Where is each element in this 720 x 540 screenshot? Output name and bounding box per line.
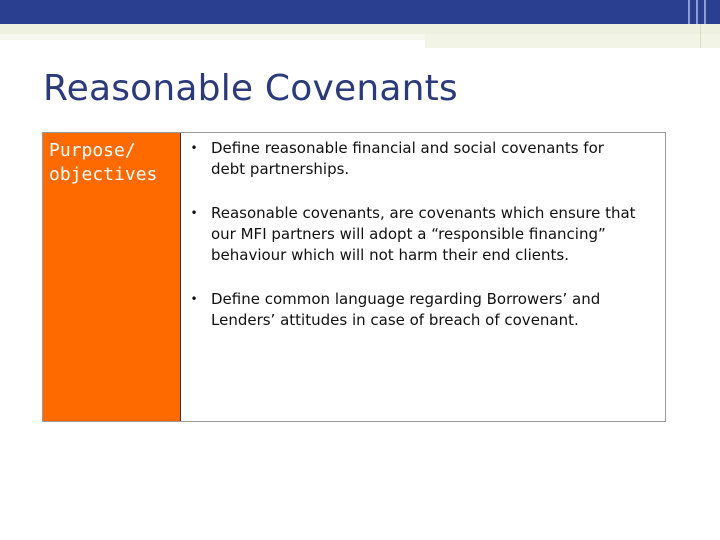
bullet-text: Define common language regarding Borrowers’ and Lenders’ attitudes in case of breach of covenant. (211, 290, 601, 329)
top-decorative-band-light (0, 24, 720, 34)
slide-title: Reasonable Covenants (43, 68, 458, 109)
content-table (42, 132, 666, 422)
top-decorative-band-accent (425, 34, 720, 48)
bullet-text: Reasonable covenants, are covenants which ensure that our MFI partners will adopt a “responsible financing” behaviour which will not harm their end clients. (211, 204, 636, 264)
bullet-item (187, 203, 641, 266)
section-content-cell (181, 133, 665, 421)
top-decorative-line (688, 0, 690, 24)
bullet-item (187, 289, 641, 331)
bullet-item (187, 138, 641, 180)
top-decorative-line (704, 0, 706, 24)
section-label-cell (43, 133, 181, 421)
top-decorative-band (0, 0, 720, 24)
top-decorative-line-light (700, 24, 701, 48)
section-label: Purpose/ objectives (49, 140, 158, 185)
bullet-icon: • (190, 141, 198, 155)
bullet-text: Define reasonable financial and social covenants for debt partnerships. (211, 139, 604, 178)
bullet-list (187, 138, 641, 331)
bullet-icon: • (190, 292, 198, 306)
bullet-icon: • (190, 206, 198, 220)
top-decorative-line (696, 0, 698, 24)
